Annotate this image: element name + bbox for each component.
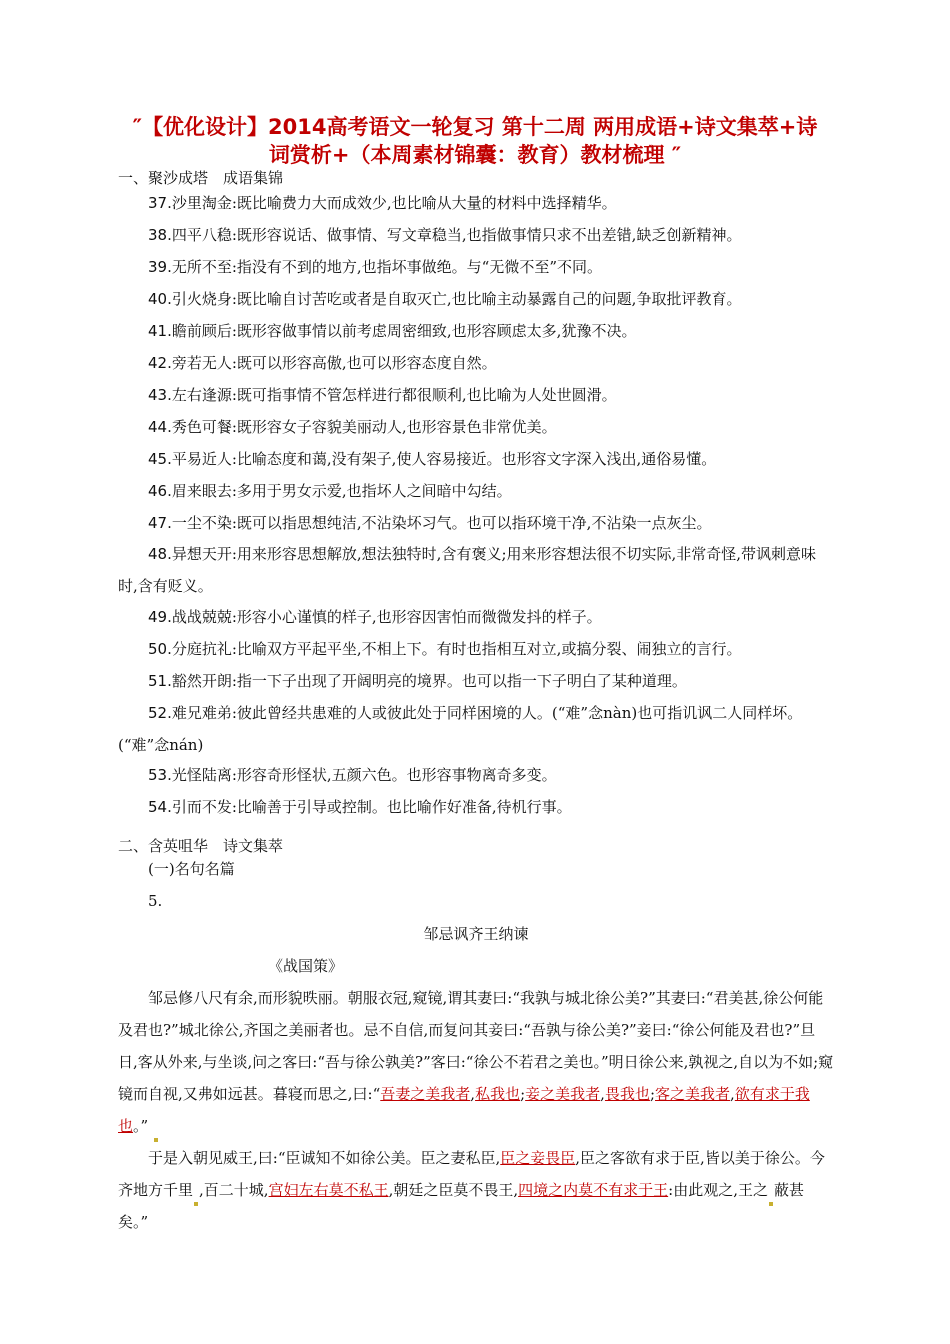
title-line2: 词赏析+（本周素材锦囊：教育）教材梳理 <box>268 143 665 167</box>
idiom-entry <box>118 187 834 219</box>
idiom-text: 一尘不染:既可以指思想纯洁,不沾染坏习气。也可以指环境干净,不沾染一点灰尘。 <box>171 514 712 532</box>
idiom-entry <box>118 219 834 251</box>
idiom-number: 46. <box>148 482 172 500</box>
quote-underline-3: 妾之美我者 <box>525 1085 601 1103</box>
idiom-entry <box>118 347 834 379</box>
idiom-entry <box>118 443 834 475</box>
document-title: ″【优化设计】2014高考语文一轮复习 第十二周 两用成语+诗文集萃+诗 词赏析+（本周素材锦囊：教育）教材梳理 ″ <box>132 115 818 167</box>
idiom-number: 45. <box>148 450 172 468</box>
idiom-entry <box>118 379 834 411</box>
idiom-entry <box>118 538 834 602</box>
idiom-text: 秀色可餐:既形容女子容貌美丽动人,也形容景色非常优美。 <box>171 418 557 436</box>
quote-underline-1: 吾妻之美我者 <box>380 1085 471 1103</box>
quote-underline-6: 欲有求于我也 <box>118 1085 810 1135</box>
idiom-entry <box>118 791 834 823</box>
idiom-text: 引火烧身:既比喻自讨苦吃或者是自取灭亡,也比喻主动暴露自己的问题,争取批评教育。 <box>171 290 742 308</box>
paragraph-1: 邹忌修八尺有余,而形貌昳丽。朝服衣冠,窥镜,谓其妻曰:“我孰与城北徐公美?”其妻曰:“君美甚,徐公何能及君也?”城北徐公,齐国之美丽者也。忌不自信,而复问其妾曰:“吾孰与徐公美?”妾曰:“徐公何能及君也?”旦日,客从外来,与坐谈,问之客曰:“吾与徐公孰美?”客曰:“徐公不若君之美也。”明日徐公来,孰视之,自以为不如;窥镜而自视,又弗如远甚。暮寝而思之,曰:“吾妻之美我者,私我也;妾之美我者,畏我也;客之美我者,欲有求于我也。” <box>118 982 834 1142</box>
idiom-text: 四平八稳:既形容说话、做事情、写文章稳当,也指做事情只求不出差错,缺乏创新精神。 <box>171 226 742 244</box>
quote-underline-9: 四境之内莫不有求于王 <box>518 1181 669 1199</box>
idiom-number: 38. <box>148 226 172 244</box>
idiom-text: 眉来眼去:多用于男女示爱,也指坏人之间暗中勾结。 <box>171 482 512 500</box>
mark-dot <box>769 1202 773 1206</box>
idiom-text: 分庭抗礼:比喻双方平起平坐,不相上下。有时也指相互对立,或搞分裂、闹独立的言行。 <box>171 640 742 658</box>
idiom-number: 51. <box>148 672 172 690</box>
idiom-text: 引而不发:比喻善于引导或控制。也比喻作好准备,待机行事。 <box>171 798 572 816</box>
title-line1: 【优化设计】2014高考语文一轮复习 第十二周 两用成语+诗文集萃+诗 <box>142 115 818 139</box>
idiom-number: 48. <box>148 545 172 563</box>
paragraph-1-text: 邹忌修八尺有余,而形貌昳丽。朝服衣冠,窥镜,谓其妻曰:“我孰与城北徐公美?”其妻曰:“君美甚,徐公何能及君也?”城北徐公,齐国之美丽者也。忌不自信,而复问其妾曰:“吾孰与徐公美?”妾曰:“徐公何能及君也?”旦日,客从外来,与坐谈,问之客曰:“吾与徐公孰美?”客曰:“徐公不若君之美也。”明日徐公来,孰视之,自以为不如;窥镜而自视,又弗如远甚。暮寝而思之,曰: <box>118 989 834 1103</box>
quote-underline-2: 私我也 <box>475 1085 521 1103</box>
item-number: 5. <box>148 892 163 910</box>
subsection-heading: (一)名句名篇 <box>148 860 235 878</box>
idiom-entry <box>118 759 834 791</box>
idiom-text: 平易近人:比喻态度和蔼,没有架子,使人容易接近。也形容文字深入浅出,通俗易懂。 <box>171 450 717 468</box>
mark-dot <box>194 1202 198 1206</box>
idiom-text: 豁然开朗:指一下子出现了开阔明亮的境界。也可以指一下子明白了某种道理。 <box>171 672 687 690</box>
idiom-number: 50. <box>148 640 172 658</box>
idiom-entry <box>118 697 834 761</box>
idiom-entry <box>118 411 834 443</box>
idiom-number: 54. <box>148 798 172 816</box>
idiom-text: 左右逢源:既可指事情不管怎样进行都很顺利,也比喻为人处世圆滑。 <box>171 386 617 404</box>
idiom-entry <box>118 507 834 539</box>
idiom-number: 37. <box>148 194 172 212</box>
idiom-entry <box>118 315 834 347</box>
poem-title: 邹忌讽齐王纳谏 <box>423 925 529 943</box>
idiom-number: 49. <box>148 608 172 626</box>
paragraph-2: 于是入朝见威王,曰:“臣诚知不如徐公美。臣之妻私臣,臣之妾畏臣,臣之客欲有求于臣,皆以美于徐公。今齐地方千里 ,百二十城,宫妇左右莫不私王,朝廷之臣莫不畏王,四境之内莫不有求于王:由此观之,王之 蔽甚矣。” <box>118 1149 825 1231</box>
idiom-number: 47. <box>148 514 172 532</box>
idiom-text: 旁若无人:既可以形容高傲,也可以形容态度自然。 <box>171 354 497 372</box>
idiom-text: 瞻前顾后:既形容做事情以前考虑周密细致,也形容顾虑太多,犹豫不决。 <box>171 322 637 340</box>
section-heading-poems: 二、含英咀华 诗文集萃 <box>118 837 284 855</box>
idiom-number: 52. <box>148 704 172 722</box>
idiom-number: 40. <box>148 290 172 308</box>
quote-underline-4: 畏我也 <box>604 1085 650 1103</box>
idiom-text: 光怪陆离:形容奇形怪状,五颜六色。也形容事物离奇多变。 <box>171 766 557 784</box>
idiom-text: 沙里淘金:既比喻费力大而成效少,也比喻从大量的材料中选择精华。 <box>171 194 617 212</box>
idiom-entry <box>118 601 834 633</box>
idiom-text: 异想天开:用来形容思想解放,想法独特时,含有褒义;用来形容想法很不切实际,非常奇怪,带讽刺意味时,含有贬义。 <box>118 545 817 595</box>
idiom-text: 战战兢兢:形容小心谨慎的样子,也形容因害怕而微微发抖的样子。 <box>171 608 602 626</box>
quote-underline-8: 宫妇左右莫不私王 <box>268 1181 389 1199</box>
idiom-number: 41. <box>148 322 172 340</box>
poem-source: 《战国策》 <box>268 957 344 975</box>
quote-underline-7: 臣之妾畏臣 <box>500 1149 576 1167</box>
idiom-entry <box>118 475 834 507</box>
idiom-entry <box>118 665 834 697</box>
idiom-text: 无所不至:指没有不到的地方,也指坏事做绝。与“无微不至”不同。 <box>171 258 603 276</box>
idiom-number: 44. <box>148 418 172 436</box>
section-heading-idioms: 一、聚沙成塔 成语集锦 <box>118 169 284 187</box>
idiom-number: 42. <box>148 354 172 372</box>
idiom-text: 难兄难弟:彼此曾经共患难的人或彼此处于同样困境的人。(“难”念nàn)也可指讥讽二人同样坏。(“难”念nán) <box>118 704 803 754</box>
idiom-number: 39. <box>148 258 172 276</box>
quote-underline-5: 客之美我者 <box>655 1085 731 1103</box>
idiom-number: 43. <box>148 386 172 404</box>
idiom-entry <box>118 283 834 315</box>
idiom-entry <box>118 251 834 283</box>
idiom-number: 53. <box>148 766 172 784</box>
idiom-entry <box>118 633 834 665</box>
